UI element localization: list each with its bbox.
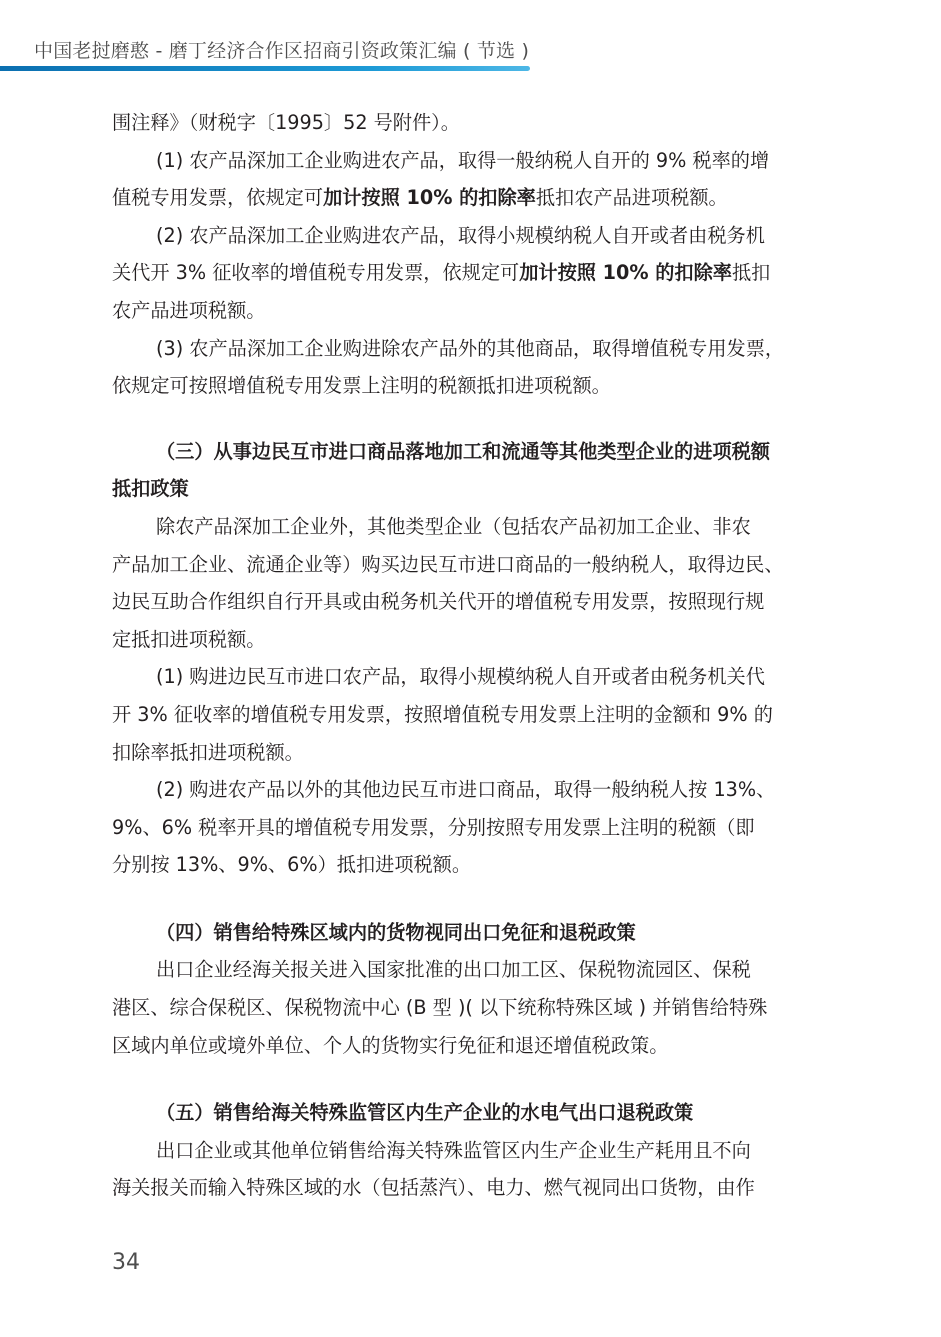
text-line: 边民互助合作组织自行开具或由税务机关代开的增值税专用发票，按照现行规 [112, 590, 765, 614]
section-heading: 抵扣政策 [112, 477, 189, 501]
running-header-title: 中国老挝磨憨 - 磨丁经济合作区招商引资政策汇编 ( 节选 ) [34, 40, 530, 62]
text-line: 开 3% 征收率的增值税专用发票，按照增值税专用发票上注明的金额和 9% 的 [112, 702, 773, 726]
text-line: 依规定可按照增值税专用发票上注明的税额抵扣进项税额。 [112, 374, 611, 398]
bold-emphasis: 加计按照 10% 的扣除率 [519, 261, 732, 285]
section-heading: （三）从事边民互市进口商品落地加工和流通等其他类型企业的进项税额 [156, 439, 770, 463]
section-heading: （五）销售给海关特殊监管区内生产企业的水电气出口退税政策 [156, 1101, 694, 1125]
text-line: 产品加工企业、流通企业等）购买边民互市进口商品的一般纳税人，取得边民、 [112, 552, 784, 576]
text-span: 值税专用发票，依规定可 [112, 186, 324, 210]
text-line: (1) 购进边民互市进口农产品，取得小规模纳税人自开或者由税务机关代 [156, 665, 765, 689]
text-line: 定抵扣进项税额。 [112, 627, 266, 651]
text-line: 扣除率抵扣进项税额。 [112, 740, 304, 764]
text-line: 围注释》（财税字〔1995〕52 号附件）。 [112, 111, 460, 134]
page-number: 34 [112, 1250, 140, 1275]
text-line: 除农产品深加工企业外，其他类型企业（包括农产品初加工企业、非农 [156, 514, 751, 538]
text-line: (2) 购进农产品以外的其他边民互市进口商品，取得一般纳税人按 13%、 [156, 778, 776, 802]
text-span: 抵扣农产品进项税额。 [535, 186, 728, 210]
text-line: 9%、6% 税率开具的增值税专用发票，分别按照专用发票上注明的税额（即 [112, 815, 755, 839]
text-line: (3) 农产品深加工企业购进除农产品外的其他商品，取得增值税专用发票， [156, 336, 785, 360]
text-span: 关代开 3% 征收率的增值税专用发票，依规定可 [112, 261, 520, 285]
text-span: 抵扣 [732, 261, 771, 285]
text-line [112, 254, 832, 292]
text-line: 出口企业或其他单位销售给海关特殊监管区内生产企业生产耗用且不向 [156, 1138, 751, 1162]
text-line: 出口企业经海关报关进入国家批准的出口加工区、保税物流园区、保税 [156, 958, 751, 982]
text-line: 分别按 13%、9%、6%）抵扣进项税额。 [112, 853, 472, 877]
text-line: 港区、综合保税区、保税物流中心 (B 型 )( 以下统称特殊区域 ) 并销售给特殊 [112, 996, 768, 1020]
text-line: 农产品进项税额。 [112, 298, 266, 322]
text-line: 海关报关而输入特殊区域的水（包括蒸汽）、电力、燃气视同出口货物，由作 [112, 1176, 755, 1200]
text-line [112, 179, 832, 217]
text-line: (1) 农产品深加工企业购进农产品，取得一般纳税人自开的 9% 税率的增 [156, 148, 770, 172]
section-heading: （四）销售给特殊区域内的货物视同出口免征和退税政策 [156, 920, 636, 944]
page-body [112, 104, 832, 1207]
header-accent-bar [0, 66, 530, 71]
text-line: 区域内单位或境外单位、个人的货物实行免征和退还增值税政策。 [112, 1033, 669, 1057]
text-line: (2) 农产品深加工企业购进农产品，取得小规模纳税人自开或者由税务机 [156, 223, 765, 247]
bold-emphasis: 加计按照 10% 的扣除率 [323, 186, 536, 210]
